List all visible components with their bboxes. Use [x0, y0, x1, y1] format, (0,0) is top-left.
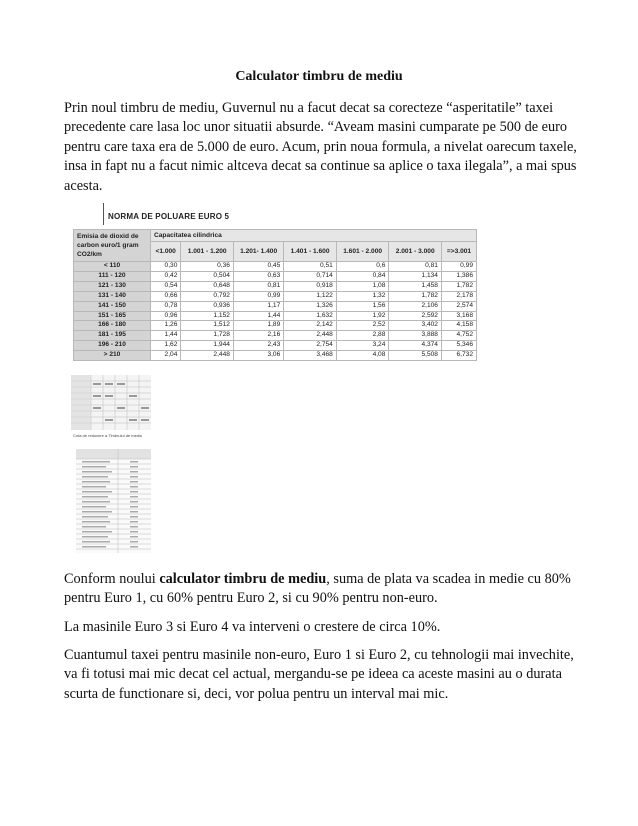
page-title: Calculator timbru de mediu	[235, 69, 403, 84]
row-label: 196 - 210	[74, 341, 151, 351]
row-label: > 210	[74, 351, 151, 361]
table-row	[74, 281, 477, 291]
row-label: < 110	[74, 262, 151, 272]
table-cell: 1,56	[336, 301, 389, 311]
table-row	[74, 331, 477, 341]
table-cell: 3,06	[233, 351, 283, 361]
table-cell: 2,04	[151, 351, 181, 361]
table-cell: 1,32	[336, 291, 389, 301]
table-cell: 3,24	[336, 341, 389, 351]
row-label: 151 - 165	[74, 311, 151, 321]
thumbnail-table-image	[71, 375, 151, 430]
table-cell: 4,08	[336, 351, 389, 361]
table-cell: 1,92	[336, 311, 389, 321]
table-cell: 6,732	[441, 351, 476, 361]
row-label: 121 - 130	[74, 281, 151, 291]
table-cell: 2,574	[441, 301, 476, 311]
column-header: =>3.001	[441, 242, 476, 262]
table-cell: 1,08	[336, 281, 389, 291]
table-cell: 1,728	[181, 331, 234, 341]
column-header: <1.000	[151, 242, 181, 262]
emission-header: Emisia de dioxid de carbon euro/1 gram CO2/km	[74, 230, 151, 262]
table-header-row	[74, 230, 477, 242]
table-row	[74, 271, 477, 281]
column-header: 2.001 - 3.000	[389, 242, 442, 262]
table-cell: 0,99	[441, 262, 476, 272]
table-cell: 0,63	[233, 271, 283, 281]
paragraph-non-euro: Cuantumul taxei pentru masinile non-euro, Euro 1 si Euro 2, cu tehnologii mai invechite, va fi totusi mai mic decat cel actual, mergandu-se pe ideea ca aceste masini au o durata scurta de functionare si, deci, vor polua pentru un interval mai mic.	[64, 647, 574, 702]
table-heading: NORMA DE POLUARE EURO 5	[108, 212, 230, 221]
table-cell: 5,346	[441, 341, 476, 351]
row-label: 111 - 120	[74, 271, 151, 281]
paragraph-calculator	[64, 570, 582, 609]
table-cell: 0,30	[151, 262, 181, 272]
table-cell: 1,326	[284, 301, 337, 311]
table-cell: 0,78	[151, 301, 181, 311]
table-cell: 1,62	[151, 341, 181, 351]
table-cell: 1,89	[233, 321, 283, 331]
thumbnail-caption: Cota de reducere a Timbrului de mediu	[73, 433, 143, 438]
table-row	[74, 351, 477, 361]
table-cell: 1,152	[181, 311, 234, 321]
table-cell: 0,6	[336, 262, 389, 272]
table-cell: 4,158	[441, 321, 476, 331]
table-row	[74, 311, 477, 321]
capacity-header: Capacitatea cilindrica	[151, 230, 477, 242]
table-cell: 0,918	[284, 281, 337, 291]
paragraph-euro34: La masinile Euro 3 si Euro 4 va interveni o crestere de circa 10%.	[64, 619, 441, 635]
table-cell: 0,936	[181, 301, 234, 311]
table-cell: 0,54	[151, 281, 181, 291]
thumbnail-reduction-table-image	[76, 449, 151, 553]
row-label: 141 - 150	[74, 301, 151, 311]
table-cell: 0,51	[284, 262, 337, 272]
table-cell: 2,43	[233, 341, 283, 351]
table-image-cursor-line	[103, 203, 104, 225]
table-cell: 3,468	[284, 351, 337, 361]
table-row	[74, 301, 477, 311]
table-cell: 1,44	[151, 331, 181, 341]
table-cell: 1,782	[441, 281, 476, 291]
table-cell: 1,122	[284, 291, 337, 301]
column-header: 1.601 - 2.000	[336, 242, 389, 262]
table-cell: 3,168	[441, 311, 476, 321]
table-row	[74, 262, 477, 272]
table-cell: 1,44	[233, 311, 283, 321]
table-cell: 0,792	[181, 291, 234, 301]
table-cell: 0,42	[151, 271, 181, 281]
table-cell: 0,84	[336, 271, 389, 281]
table-cell: 2,754	[284, 341, 337, 351]
table-cell: 2,178	[441, 291, 476, 301]
table-cell: 0,36	[181, 262, 234, 272]
table-cell: 1,632	[284, 311, 337, 321]
table-cell: 3,888	[389, 331, 442, 341]
table-row	[74, 291, 477, 301]
column-header: 1.201- 1.400	[233, 242, 283, 262]
table-row	[74, 341, 477, 351]
table-cell: 0,714	[284, 271, 337, 281]
table-cell: 2,88	[336, 331, 389, 341]
table-cell: 1,26	[151, 321, 181, 331]
paragraph2-bold: calculator timbru de mediu	[159, 571, 327, 587]
table-row	[74, 321, 477, 331]
row-label: 181 - 195	[74, 331, 151, 341]
table-cell: 0,504	[181, 271, 234, 281]
row-label: 166 - 180	[74, 321, 151, 331]
euro5-norm-table	[73, 229, 477, 361]
table-cell: 4,752	[441, 331, 476, 341]
table-cell: 2,106	[389, 301, 442, 311]
table-cell: 2,52	[336, 321, 389, 331]
table-cell: 0,66	[151, 291, 181, 301]
table-cell: 2,16	[233, 331, 283, 341]
table-cell: 1,134	[389, 271, 442, 281]
table-cell: 4,374	[389, 341, 442, 351]
table-cell: 0,81	[389, 262, 442, 272]
table-cell: 1,782	[389, 291, 442, 301]
paragraph-intro: Prin noul timbru de mediu, Guvernul nu a facut decat sa corecteze “asperitatile” taxei precedente care lasa loc unor situatii absurde. “Aveam masini cumparate pe 500 de euro pentru care taxa era de 5.000 de euro. Acum, prin noua formula, a nivelat oarecum taxele, insa in fapt nu a facut nimic altceva decat sa continue sa aplice o taxa ilegala”, a mai spus acesta.	[64, 100, 577, 194]
table-cell: 2,448	[181, 351, 234, 361]
column-header: 1.001 - 1.200	[181, 242, 234, 262]
table-cell: 0,99	[233, 291, 283, 301]
table-cell: 0,648	[181, 281, 234, 291]
table-cell: 3,402	[389, 321, 442, 331]
table-cell: 0,45	[233, 262, 283, 272]
paragraph2-suffix: , suma de plata va scadea in medie cu 80% pentru Euro 1, cu 60% pentru Euro 2, si cu 90% pentru non-euro.	[64, 571, 571, 607]
table-cell: 5,508	[389, 351, 442, 361]
table-cell: 1,944	[181, 341, 234, 351]
table-cell: 0,96	[151, 311, 181, 321]
table-cell: 1,512	[181, 321, 234, 331]
table-cell: 2,592	[389, 311, 442, 321]
column-header: 1.401 - 1.600	[284, 242, 337, 262]
table-cell: 2,142	[284, 321, 337, 331]
table-cell: 1,17	[233, 301, 283, 311]
row-label: 131 - 140	[74, 291, 151, 301]
paragraph2-prefix: Conform noului	[64, 571, 160, 587]
table-cell: 1,458	[389, 281, 442, 291]
table-cell: 1,386	[441, 271, 476, 281]
table-cell: 2,448	[284, 331, 337, 341]
table-cell: 0,81	[233, 281, 283, 291]
